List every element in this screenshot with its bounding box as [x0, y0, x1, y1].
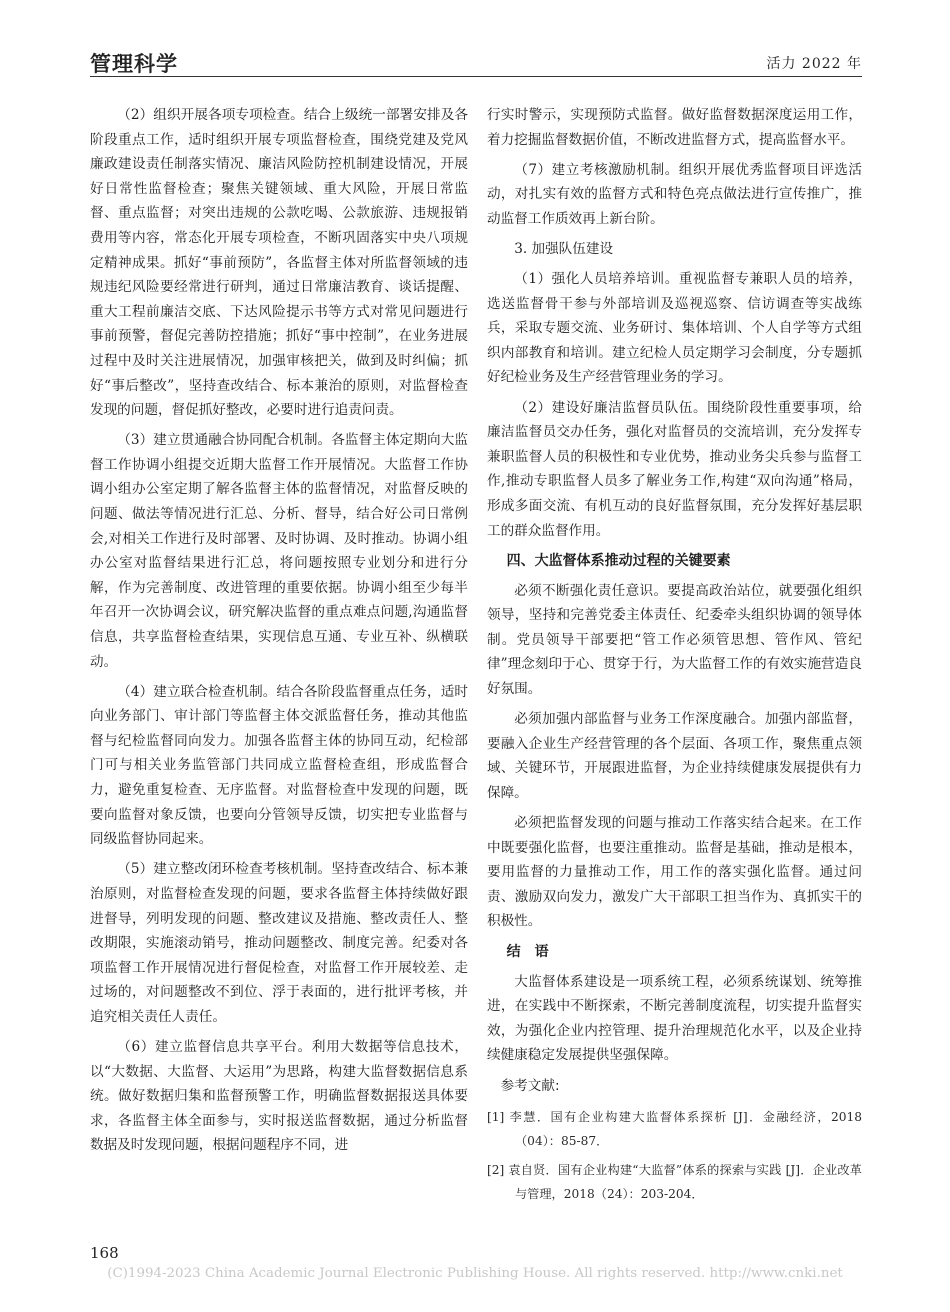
paragraph-responsibility: 必须不断强化责任意识。要提高政治站位，就要强化组织领导，坚持和完善党委主体责任、纪委牵头组织协调的领导体制。党员领导干部要把“管工作必须管思想、管作风、管纪律”理念刻印于心、贯穿于行，为大监督工作的有效实施营造良好氛围。 [487, 582, 862, 698]
paragraph-integration: 必须加强内部监督与业务工作深度融合。加强内部监督，要融入企业生产经营管理的各个层面、各项工作，聚焦重点领域、关键环节，开展跟进监督，为企业持续健康发展提供有力保障。 [487, 711, 862, 801]
journal-section-title: 管理科学 [90, 52, 178, 76]
paragraph-coordination-mechanism: （3）建立贯通融合协同配合机制。各监督主体定期向大监督工作协调小组提交近期大监督工作开展情况。大监督工作协调小组办公室定期了解各监督主体的监督情况，对监督反映的问题、做法等情况进行汇总、分析、督导，结合好公司日常例会,对相关工作进行及时部署、及时协调、及时推动。协调小组办公室对监督结果进行汇总，将问题按照专业划分和进行分解，作为完善制度、改进管理的重要依据。协调小组至少每半年召开一次协调会议，研究解决监督的重点难点问题,沟通监督信息，共享监督检查结果，实现信息互通、专业互补、纵横联动。 [90, 432, 468, 670]
left-column [90, 103, 468, 1163]
section-heading-conclusion: 结 语 [506, 943, 549, 960]
reference-item: [2] 袁自贤．国有企业构建“大监督”体系的探索与实践 [J]．企业改革与管理，2018（24）：203-204． [487, 1162, 862, 1202]
paragraph-implementation: 必须把监督发现的问题与推动工作落实结合起来。在工作中既要强化监督，也要注重推动。监督是基础，推动是根本，要用监督的力量推动工作，用工作的落实强化监督。通过问责、激励双向发力，激发广大干部职工担当作为、真抓实干的积极性。 [487, 815, 862, 930]
copyright-watermark: (C)1994-2023 China Academic Journal Electronic Publishing House. All rights reserved. http://www.cnki.net [107, 1266, 843, 1281]
reference-item: [1] 李慧．国有企业构建大监督体系探析 [J]．金融经济，2018（04）：85-87． [487, 1109, 862, 1149]
right-column [487, 103, 862, 1211]
journal-issue: 活力 2022 年 [766, 56, 862, 72]
paragraph-special-inspection: （2）组织开展各项专项检查。结合上级统一部署安排及各阶段重点工作，适时组织开展专项监督检查，围绕党建及党风廉政建设责任制落实情况、廉洁风险防控机制建设情况，开展好日常性监督检查；聚焦关键领域、重大风险，开展日常监督、重点监督；对突出违规的公款吃喝、公款旅游、违规报销费用等内容，常态化开展专项检查，不断巩固落实中央八项规定精神成果。抓好“事前预防”，各监督主体对所监督领域的违规违纪风险要经常进行研判，通过日常廉洁教育、谈话提醒、重大工程前廉洁交底、下达风险提示书等方式对常见问题进行事前预警，督促完善防控措施；抓好“事中控制”，在业务进展过程中及时关注进展情况，加强审核把关，做到及时纠偏；抓好“事后整改”，坚持查改结合、标本兼治的原则，对监督检查发现的问题，督促抓好整改，必要时进行追责问责。 [90, 107, 468, 419]
paragraph-info-sharing-platform: （6）建立监督信息共享平台。利用大数据等信息技术，以“大数据、大监督、大运用”为思路，构建大监督数据信息系统。做好数据归集和监督预警工作，明确监督数据报送具体要求，各监督主体全面参与，实时报送监督数据，通过分析监督数据及时发现问题，根据问题程序不同，进 [90, 1038, 468, 1154]
paragraph-continuation: 行实时警示，实现预防式监督。做好监督数据深度运用工作，着力挖掘监督数据价值，不断改进监督方式，提高监督水平。 [487, 107, 862, 148]
paragraph-supervisor-team: （2）建设好廉洁监督员队伍。围绕阶段性重要事项，给廉洁监督员交办任务，强化对监督员的交流培训，充分发挥专兼职监督人员的积极性和专业优势，推动业务尖兵参与监督工作,推动专职监督人员多了解业务工作,构建“双向沟通”格局，形成多面交流、有机互动的良好监督氛围，充分发挥好基层职工的群众监督作用。 [487, 399, 862, 539]
subheading-team-building: 3. 加强队伍建设 [514, 240, 614, 257]
page-number: 168 [90, 1244, 119, 1262]
running-header [90, 42, 862, 77]
section-heading-key-elements: 四、大监督体系推动过程的关键要素 [506, 552, 731, 569]
references-title: 参考文献: [500, 1077, 560, 1094]
paragraph-rectification-loop: （5）建立整改闭环检查考核机制。坚持查改结合、标本兼治原则，对监督检查发现的问题，要求各监督主体持续做好跟进督导，列明发现的问题、整改建议及措施、整改责任人、整改期限，实施滚动销号，推动问题整改、制度完善。纪委对各项监督工作开展情况进行督促检查，对监督工作开展较差、走过场的，对问题整改不到位、浮于表面的，进行批评考核，并追究相关责任人责任。 [90, 861, 468, 1025]
paragraph-joint-inspection: （4）建立联合检查机制。结合各阶段监督重点任务，适时向业务部门、审计部门等监督主体交派监督任务，推动其他监督与纪检监督同向发力。加强各监督主体的协同互动，纪检部门可与相关业务监管部门共同成立监督检查组，形成监督合力，避免重复检查、无序监督。对监督检查中发现的问题，既要向监督对象反馈，也要向分管领导反馈，切实把专业监督与同级监督协同起来。 [90, 683, 468, 848]
paragraph-training: （1）强化人员培养培训。重视监督专兼职人员的培养，选送监督骨干参与外部培训及巡视巡察、信访调查等实战练兵，采取专题交流、业务研讨、集体培训、个人自学等方式组织内部教育和培训。建立纪检人员定期学习会制度，分专题抓好纪检业务及生产经营管理业务的学习。 [487, 271, 862, 386]
paragraph-conclusion: 大监督体系建设是一项系统工程，必须系统谋划、统筹推进，在实践中不断探索，不断完善制度流程，切实提升监督实效，为强化企业内控管理、提升治理规范化水平，以及企业持续健康稳定发展提供坚强保障。 [487, 973, 862, 1064]
paragraph-incentive-mechanism: （7）建立考核激励机制。组织开展优秀监督项目评选活动，对扎实有效的监督方式和特色亮点做法进行宣传推广，推动监督工作质效再上新台阶。 [487, 161, 862, 227]
